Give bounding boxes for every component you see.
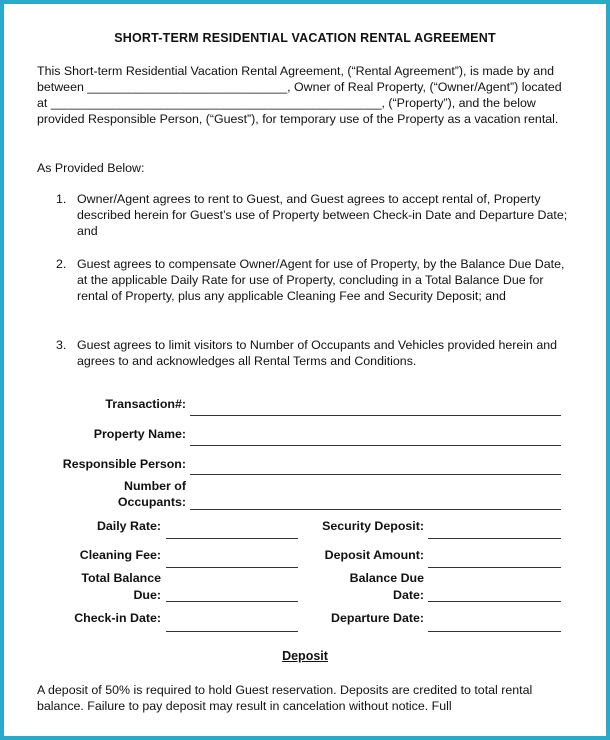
transaction-label: Transaction#: — [105, 397, 186, 411]
transaction-field[interactable] — [190, 415, 561, 416]
provided-below-label: As Provided Below: — [37, 161, 145, 175]
list-item: Owner/Agent agrees to rent to Guest, and Guest agrees to accept rental of, Property described herein for Guest’s use of Property between Check-in Date and Departure Date; and — [77, 192, 568, 238]
balance-due-label-line2: Date: — [393, 588, 424, 602]
list-item-number: 1. — [56, 192, 67, 206]
deposit-paragraph: A deposit of 50% is required to hold Guest reservation. Deposits are credited to total rental balance. Failure to pay deposit may result in cancelation without notice. Full — [37, 683, 536, 713]
deposit-amount-label: Deposit Amount: — [324, 548, 424, 562]
cleaning-fee-label: Cleaning Fee: — [79, 548, 161, 562]
departure-date-label: Departure Date: — [331, 611, 424, 625]
security-deposit-field[interactable] — [428, 538, 561, 539]
list-item: Guest agrees to limit visitors to Number of Occupants and Vehicles provided herein and agrees to and acknowledges all Rental Terms and Conditions. — [77, 338, 558, 368]
property-name-field[interactable] — [190, 445, 561, 446]
daily-rate-label: Daily Rate: — [96, 519, 161, 533]
responsible-person-field[interactable] — [190, 474, 561, 475]
occupants-field[interactable] — [190, 509, 561, 510]
list-item-number: 2. — [56, 257, 67, 271]
total-balance-label-line1: Total Balance — [81, 571, 161, 585]
balance-due-label-line1: Balance Due — [349, 571, 424, 585]
checkin-date-field[interactable] — [166, 631, 298, 632]
list-item-number: 3. — [56, 338, 67, 352]
intro-paragraph: This Short-term Residential Vacation Rental Agreement, (“Rental Agreement”), is made by and between _____________________________, Owner of Real Property, (“Owner/Agent”) located at ________________________________________________, (“Property”), and the below provided Responsible Person, (“Guest”), for temporary use of the Property as a vacation rental. — [37, 64, 566, 126]
document-title: SHORT-TERM RESIDENTIAL VACATION RENTAL AGREEMENT — [114, 31, 496, 45]
property-name-label: Property Name: — [93, 427, 186, 441]
responsible-person-label: Responsible Person: — [62, 457, 186, 471]
security-deposit-label: Security Deposit: — [322, 519, 424, 533]
total-balance-field[interactable] — [166, 601, 298, 602]
balance-due-field[interactable] — [428, 601, 561, 602]
deposit-heading: Deposit — [282, 649, 328, 663]
occupants-label-line2: Occupants: — [117, 495, 186, 509]
departure-date-field[interactable] — [428, 631, 561, 632]
daily-rate-field[interactable] — [166, 538, 298, 539]
occupants-label-line1: Number of — [124, 479, 186, 493]
total-balance-label-line2: Due: — [133, 588, 161, 602]
checkin-date-label: Check-in Date: — [74, 611, 161, 625]
list-item: Guest agrees to compensate Owner/Agent for use of Property, by the Balance Due Date, at the applicable Daily Rate for use of Property, concluding in a Total Balance Due for rental of Property, plus any applicable Cleaning Fee and Security Deposit; and — [77, 257, 565, 303]
cleaning-fee-field[interactable] — [166, 567, 298, 568]
deposit-amount-field[interactable] — [428, 567, 561, 568]
document-page — [4, 4, 606, 736]
